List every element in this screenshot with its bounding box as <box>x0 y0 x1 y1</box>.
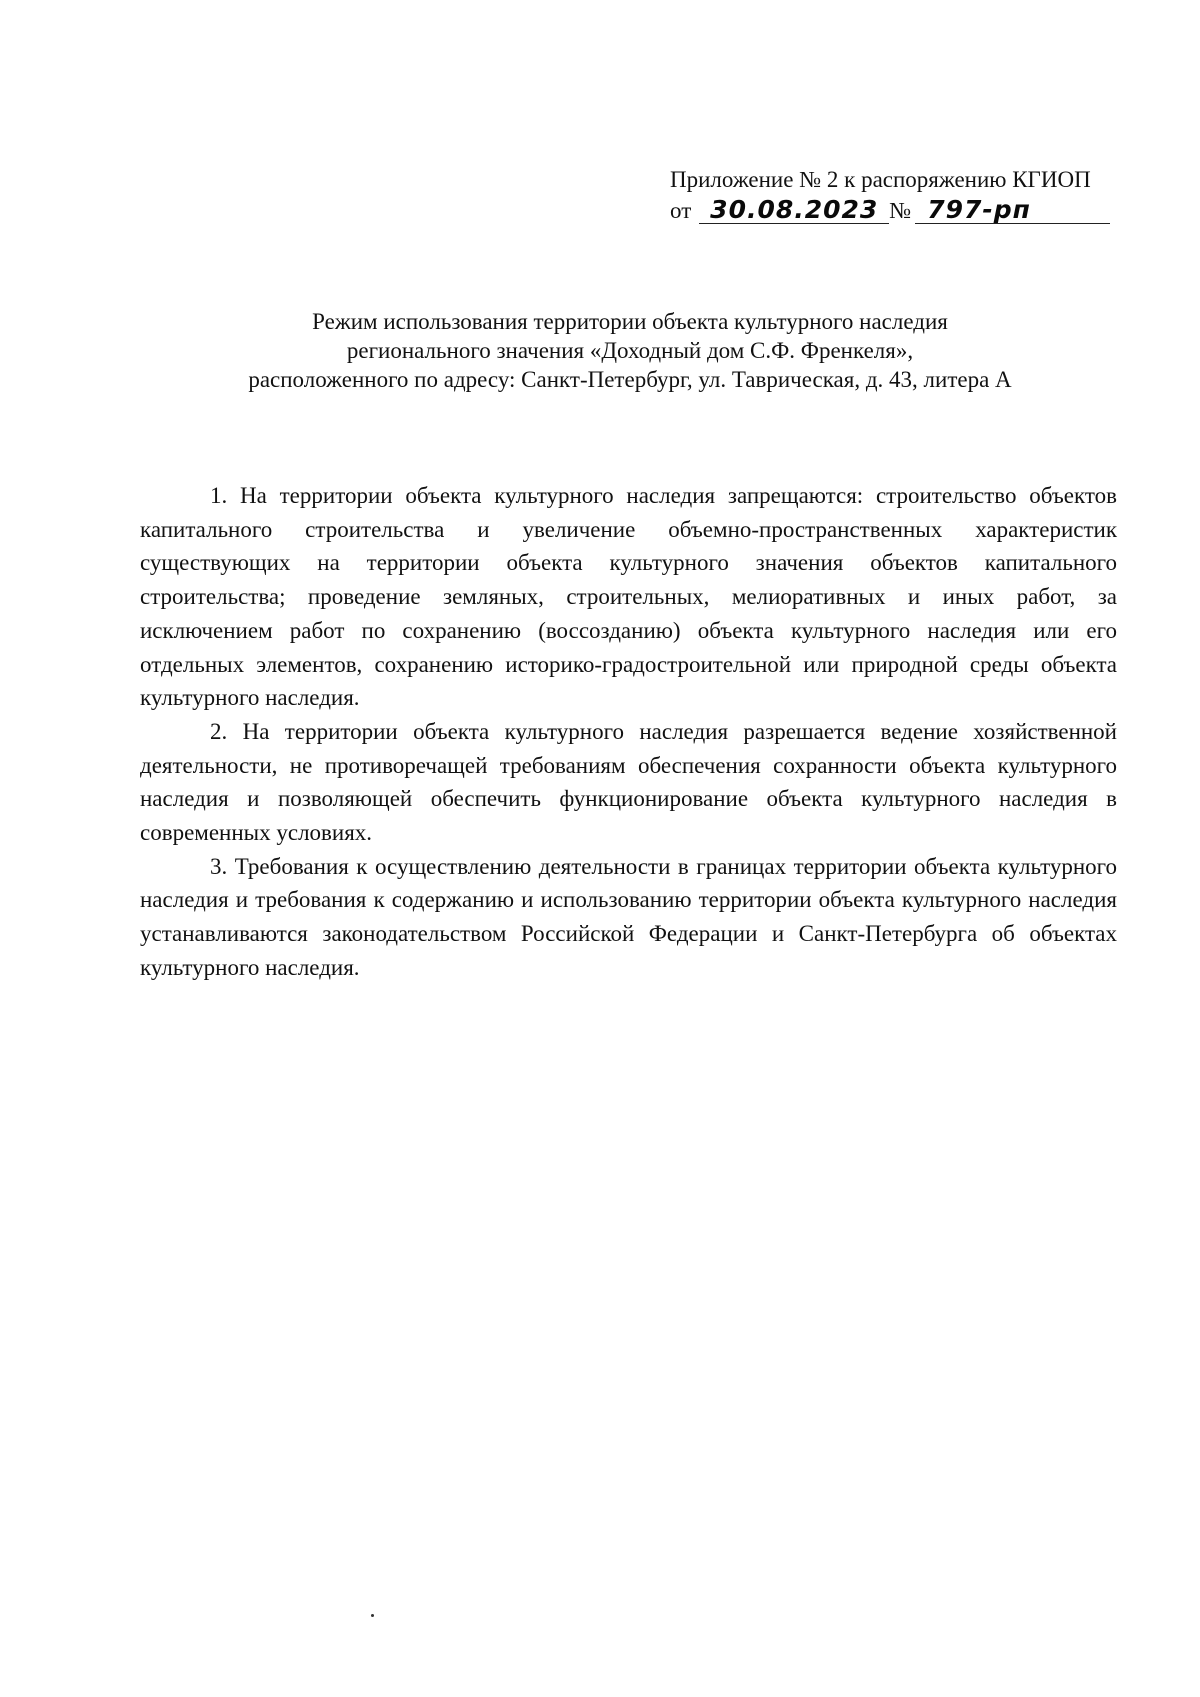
appendix-title: Приложение № 2 к распоряжению КГИОП <box>670 167 1091 192</box>
order-reference <box>670 195 1130 226</box>
scan-speck <box>371 1614 374 1617</box>
handwritten-number: 797-рп <box>915 197 1110 224</box>
paragraph-2: 2. На территории объекта культурного наследия разрешается ведение хозяйственной деятельности, не противоречащей требованиям обеспечения сохранности объекта культурного наследия и позволяющей обеспечить функционирование объекта культурного наследия в современных условиях. <box>140 718 1117 846</box>
document-title <box>140 307 1120 394</box>
title-line-2: регионального значения «Доходный дом С.Ф. Френкеля», <box>346 338 914 363</box>
paragraph-3: 3. Требования к осуществлению деятельности в границах территории объекта культурного наследия и требования к содержанию и использованию территории объекта культурного наследия устанавливаются законодательством Российской Федерации и Санкт-Петербурга об объектах культурного наследия. <box>140 853 1117 980</box>
title-line-1: Режим использования территории объекта культурного наследия <box>312 309 948 334</box>
paragraph-1: 1. На территории объекта культурного наследия запрещаются: строительство объектов капитального строительства и увеличение объемно-пространственных характеристик существующих на территории объекта культурного значения объектов капитального строительства; проведение земляных, строительных, мелиоративных и иных работ, за исключением работ по сохранению (воссозданию) объекта культурного наследия или его отдельных элементов, сохранению историко-градостроительной или природной среды объекта культурного наследия. <box>140 483 1117 711</box>
document-body <box>140 479 1117 985</box>
handwritten-date: 30.08.2023 <box>699 197 889 224</box>
appendix-header <box>670 164 1130 226</box>
title-line-3: расположенного по адресу: Санкт-Петербург, ул. Таврическая, д. 43, литера А <box>248 367 1012 392</box>
number-label: № <box>889 198 912 223</box>
from-label: от <box>670 198 692 223</box>
